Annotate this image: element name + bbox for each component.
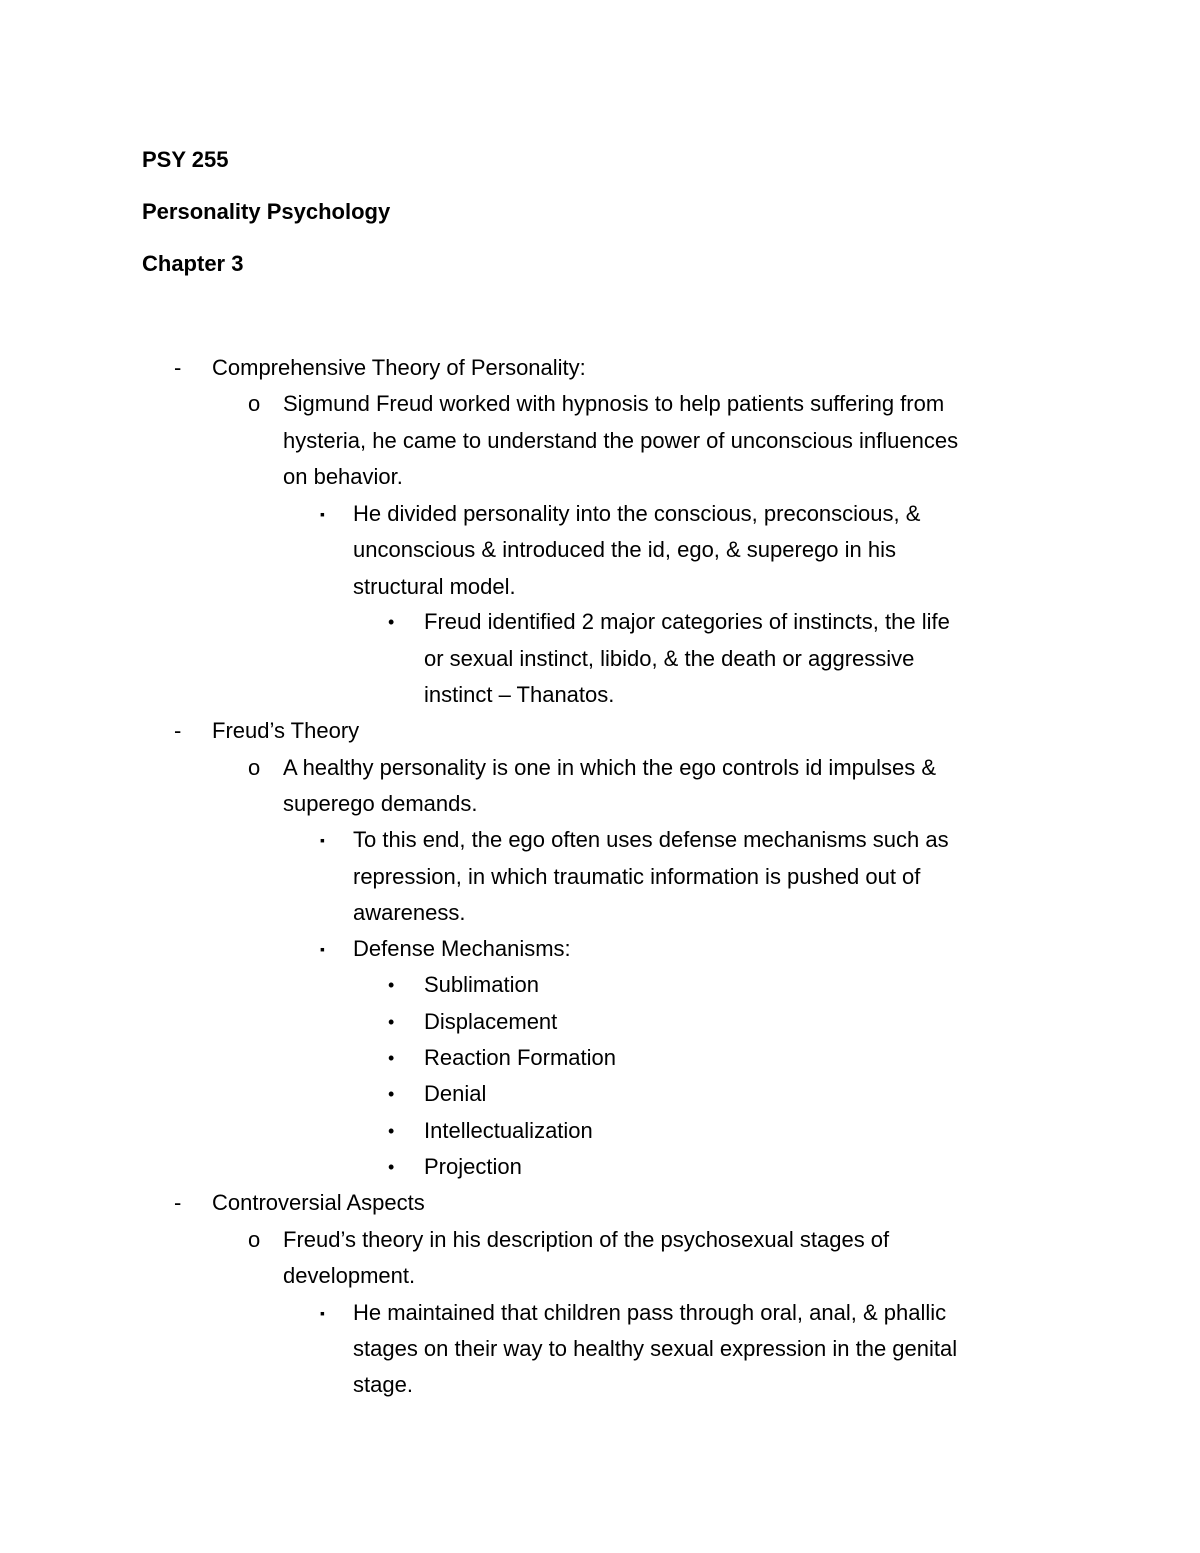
list-item-text: Freud’s theory in his description of the psychosexual stages of bbox=[283, 1227, 890, 1252]
defense-mechanism-item: Sublimation bbox=[424, 972, 539, 997]
bullet-icon: • bbox=[388, 1084, 395, 1104]
list-item-text: instinct – Thanatos. bbox=[424, 682, 615, 707]
square-bullet-icon: ▪ bbox=[320, 1305, 325, 1321]
square-bullet-icon: ▪ bbox=[320, 832, 325, 848]
circle-marker: o bbox=[248, 755, 261, 780]
list-item-text: stage. bbox=[353, 1372, 413, 1397]
list-item-text: A healthy personality is one in which the ego controls id impulses & bbox=[283, 755, 937, 780]
list-item-text: Freud identified 2 major categories of instincts, the life bbox=[424, 609, 950, 634]
list-item-text: stages on their way to healthy sexual expression in the genital bbox=[353, 1336, 958, 1361]
defense-mechanism-item: Denial bbox=[424, 1081, 487, 1106]
list-item-text: Defense Mechanisms: bbox=[353, 936, 571, 961]
bullet-icon: • bbox=[388, 612, 395, 632]
list-item-text: repression, in which traumatic information is pushed out of bbox=[353, 864, 921, 889]
defense-mechanism-item: Intellectualization bbox=[424, 1118, 593, 1143]
list-item-text: He divided personality into the conscious, preconscious, & bbox=[353, 501, 921, 526]
bullet-icon: • bbox=[388, 1012, 395, 1032]
list-item-text: superego demands. bbox=[283, 791, 478, 816]
list-item-text: hysteria, he came to understand the power of unconscious influences bbox=[283, 428, 959, 453]
course-code: PSY 255 bbox=[142, 147, 229, 172]
square-bullet-icon: ▪ bbox=[320, 506, 325, 522]
course-title: Personality Psychology bbox=[142, 199, 391, 224]
list-item-text: structural model. bbox=[353, 574, 516, 599]
section-heading: Controversial Aspects bbox=[212, 1190, 425, 1215]
defense-mechanism-item: Reaction Formation bbox=[424, 1045, 616, 1070]
defense-mechanism-item: Projection bbox=[424, 1154, 522, 1179]
list-item-text: unconscious & introduced the id, ego, & superego in his bbox=[353, 537, 897, 562]
list-item-text: development. bbox=[283, 1263, 416, 1288]
square-bullet-icon: ▪ bbox=[320, 941, 325, 957]
bullet-icon: • bbox=[388, 1157, 395, 1177]
bullet-icon: • bbox=[388, 1048, 395, 1068]
section-heading: Freud’s Theory bbox=[212, 718, 360, 743]
circle-marker: o bbox=[248, 1227, 261, 1252]
section-heading: Comprehensive Theory of Personality: bbox=[212, 355, 586, 380]
circle-marker: o bbox=[248, 391, 261, 416]
chapter-heading: Chapter 3 bbox=[142, 251, 244, 276]
bullet-icon: • bbox=[388, 975, 395, 995]
dash-marker: - bbox=[174, 355, 182, 380]
bullet-icon: • bbox=[388, 1121, 395, 1141]
defense-mechanism-item: Displacement bbox=[424, 1009, 558, 1034]
dash-marker: - bbox=[174, 1190, 182, 1215]
list-item-text: or sexual instinct, libido, & the death or aggressive bbox=[424, 646, 915, 671]
list-item-text: awareness. bbox=[353, 900, 466, 925]
dash-marker: - bbox=[174, 718, 182, 743]
list-item-text: He maintained that children pass through oral, anal, & phallic bbox=[353, 1300, 947, 1325]
list-item-text: To this end, the ego often uses defense mechanisms such as bbox=[353, 827, 949, 852]
list-item-text: on behavior. bbox=[283, 464, 403, 489]
list-item-text: Sigmund Freud worked with hypnosis to help patients suffering from bbox=[283, 391, 945, 416]
